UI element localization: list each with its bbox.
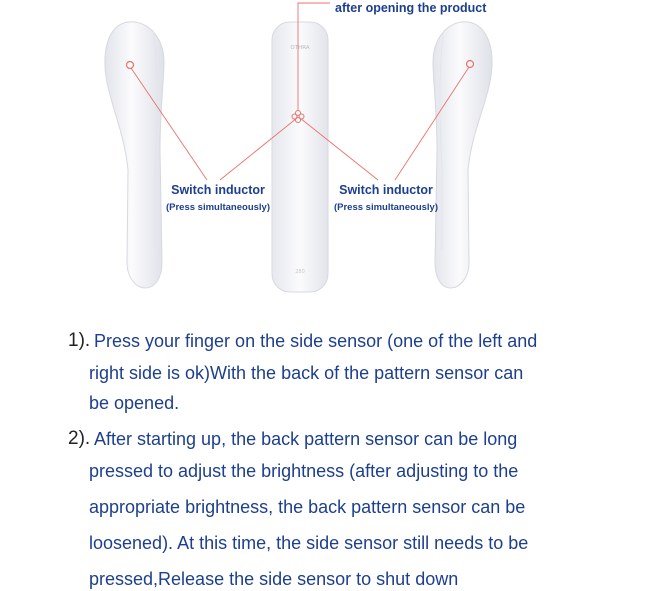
step-2-line-2: pressed to adjust the brightness (after adjusting to the [89, 461, 519, 481]
step-2-line-4: loosened). At this time, the side sensor still needs to be [89, 533, 529, 553]
device-front-view [272, 22, 328, 292]
callout-right [328, 183, 444, 213]
step-2-line-5: pressed,Release the side sensor to shut down [89, 569, 459, 589]
step-2-line-3: appropriate brightness, the back pattern sensor can be [89, 497, 526, 517]
device-logo: OTHRA [290, 45, 310, 51]
step-2-line-1: After starting up, the back pattern sensor can be long [94, 429, 518, 449]
step-1-number: 1). [68, 330, 91, 351]
step-1-line-3: be opened. [89, 393, 180, 413]
callout-left [160, 183, 276, 213]
top-label: after opening the product [335, 1, 487, 15]
callout-left-note: (Press simultaneously) [165, 202, 270, 213]
step-1-line-2: right side is ok)With the back of the pattern sensor can [89, 363, 524, 383]
callout-left-title: Switch inductor [171, 183, 265, 197]
step-1-line-1: Press your finger on the side sensor (one of the left and [94, 331, 538, 351]
step-2-number: 2). [68, 428, 91, 449]
callout-right-note: (Press simultaneously) [333, 202, 438, 213]
device-bottom-mark: 280 [295, 269, 305, 275]
callout-right-title: Switch inductor [339, 183, 433, 197]
